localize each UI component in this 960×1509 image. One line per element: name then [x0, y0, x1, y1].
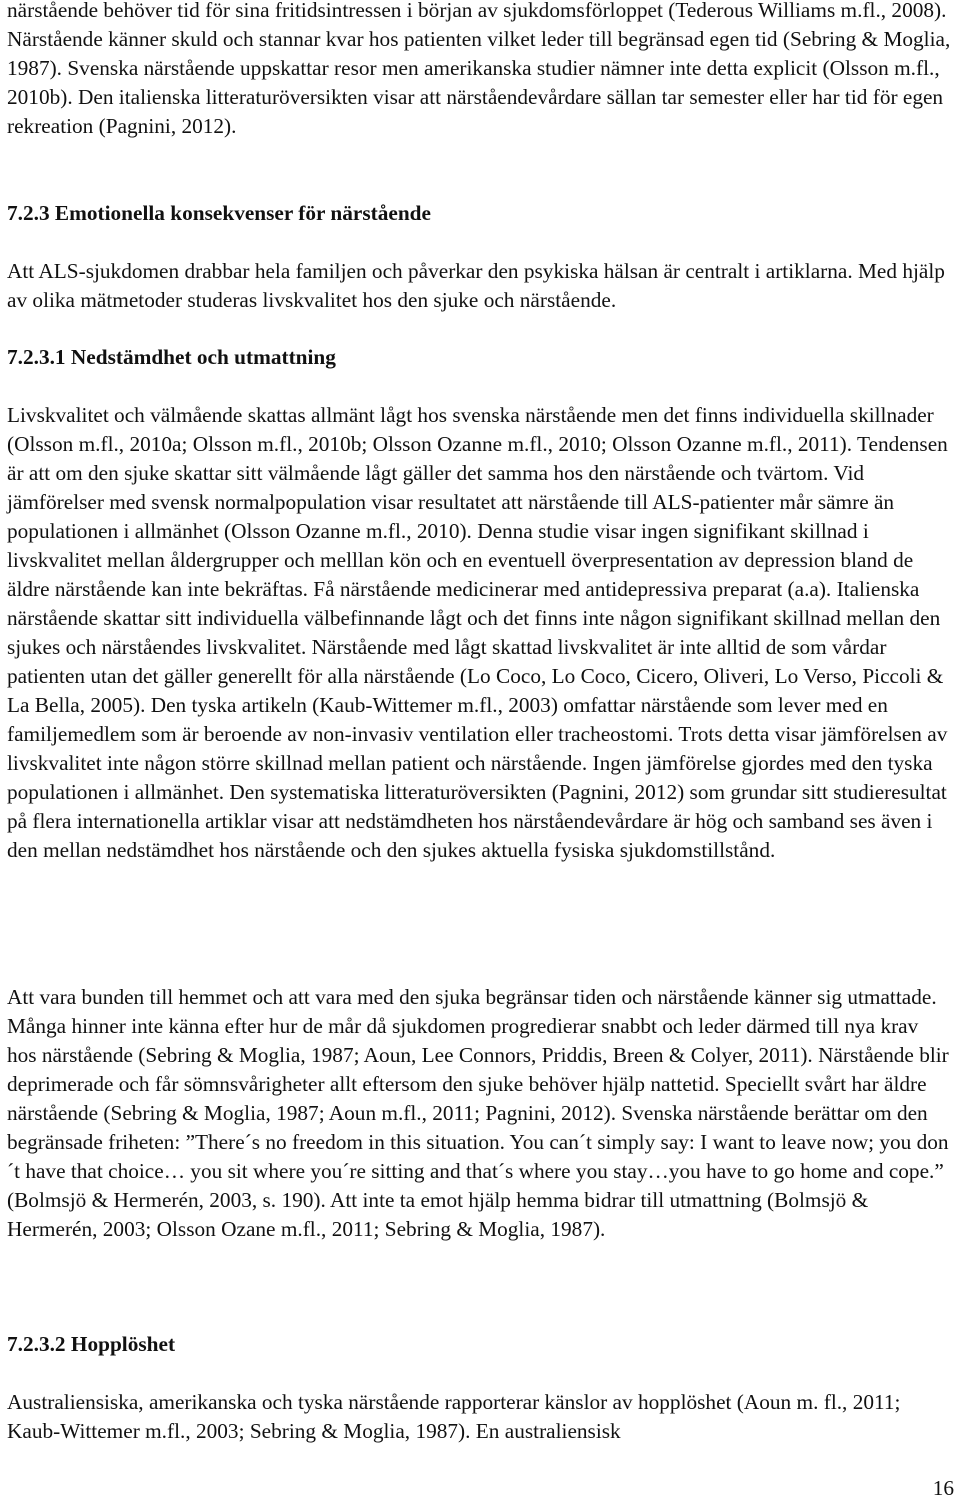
paragraph-7-2-3-1-b: Att vara bunden till hemmet och att vara med den sjuka begränsar tiden och närstående känner sig utmattade. Många hinner inte känna efter hur de mår då sjukdomen progredierar snabbt och leder därmed till nya krav hos närstående (Sebring & Moglia, 1987; Aoun, Lee Connors, Priddis, Breen & Colyer, 2011). Närstående blir deprimerade och får sömnsvårigheter allt eftersom den sjuke behöver hjälp nattetid. Speciellt svårt har äldre närstående (Sebring & Moglia, 1987; Aoun m.fl., 2011; Pagnini, 2012). Svenska närstående berättar om den begränsade friheten: ”There´s no freedom in this situation. You can´t simply say: I want to leave now; you don´t have that choice… you sit where you´re sitting and that´s where you stay…you have to go home and cope.” (Bolmsjö & Hermerén, 2003, s. 190). Att inte ta emot hjälp hemma bidrar till utmattning (Bolmsjö & Hermerén, 2003; Olsson Ozane m.fl., 2011; Sebring & Moglia, 1987).	[7, 985, 949, 1241]
paragraph-7-2-3-2: Australiensiska, amerikanska och tyska närstående rapporterar känslor av hopplöshet (Aoun m. fl., 2011; Kaub-Wittemer m.fl., 2003; Sebring & Moglia, 1987). En australiensisk	[7, 1390, 901, 1443]
heading-7-2-3-1: 7.2.3.1 Nedstämdhet och utmattning	[7, 345, 336, 369]
heading-7-2-3-2: 7.2.3.2 Hopplöshet	[7, 1332, 176, 1356]
paragraph-intro: närstående behöver tid för sina fritidsintressen i början av sjukdomsförloppet (Tederous Williams m.fl., 2008). Närstående känner skuld och stannar kvar hos patienten vilket leder till begränsad egen tid (Sebring & Moglia, 1987). Svenska närstående uppskattar resor men amerikanska studier nämner inte detta explicit (Olsson m.fl., 2010b). Den italienska litteraturöversikten visar att närståendevårdare sällan tar semester eller har tid för egen rekreation (Pagnini, 2012).	[7, 0, 951, 138]
page-number: 16	[932, 1476, 954, 1500]
paragraph-7-2-3: Att ALS-sjukdomen drabbar hela familjen och påverkar den psykiska hälsan är centralt i artiklarna. Med hjälp av olika mätmetoder studeras livskvalitet hos den sjuke och närstående.	[7, 259, 945, 312]
heading-7-2-3: 7.2.3 Emotionella konsekvenser för närstående	[7, 201, 431, 225]
paragraph-7-2-3-1-a: Livskvalitet och välmående skattas allmänt lågt hos svenska närstående men det finns individuella skillnader (Olsson m.fl., 2010a; Olsson m.fl., 2010b; Olsson Ozanne m.fl., 2010; Olsson Ozanne m.fl., 2011). Tendensen är att om den sjuke skattar sitt välmående lågt gäller det samma hos den närstående och tvärtom. Vid jämförelser med svensk normalpopulation visar resultatet att närstående till ALS-patienter mår sämre än populationen i allmänhet (Olsson Ozanne m.fl., 2010). Denna studie visar ingen signifikant skillnad i livskvalitet mellan åldergrupper och melllan kön och en eventuell överpresentation av depression bland de äldre närstående kan inte bekräftas. Få närstående medicinerar med antidepressiva preparat (a.a). Italienska närstående skattar sitt individuella välbefinnande lågt och det finns inte någon signifikant skillnad mellan den sjukes och närståendes livskvalitet. Närstående med lågt skattad livskvalitet är inte alltid de som vårdar patienten utan det gäller generellt för alla närstående (Lo Coco, Lo Coco, Cicero, Oliveri, Lo Verso, Piccoli & La Bella, 2005). Den tyska artikeln (Kaub-Wittemer m.fl., 2003) omfattar närstående som lever med en familjemedlem som är beroende av non-invasiv ventilation eller tracheostomi. Trots detta visar jämförelsen av livskvalitet inte någon större skillnad mellan patient och närstående. Ingen jämförelse gjordes med den tyska populationen i allmänhet. Den systematiska litteraturöversikten (Pagnini, 2012) som grundar sitt studieresultat på flera internationella artiklar visar att nedstämdheten hos närståendevårdare är hög och samband ses även i den mellan nedstämdhet hos närstående och den sjukes aktuella fysiska sjukdomstillstånd.	[7, 403, 948, 862]
